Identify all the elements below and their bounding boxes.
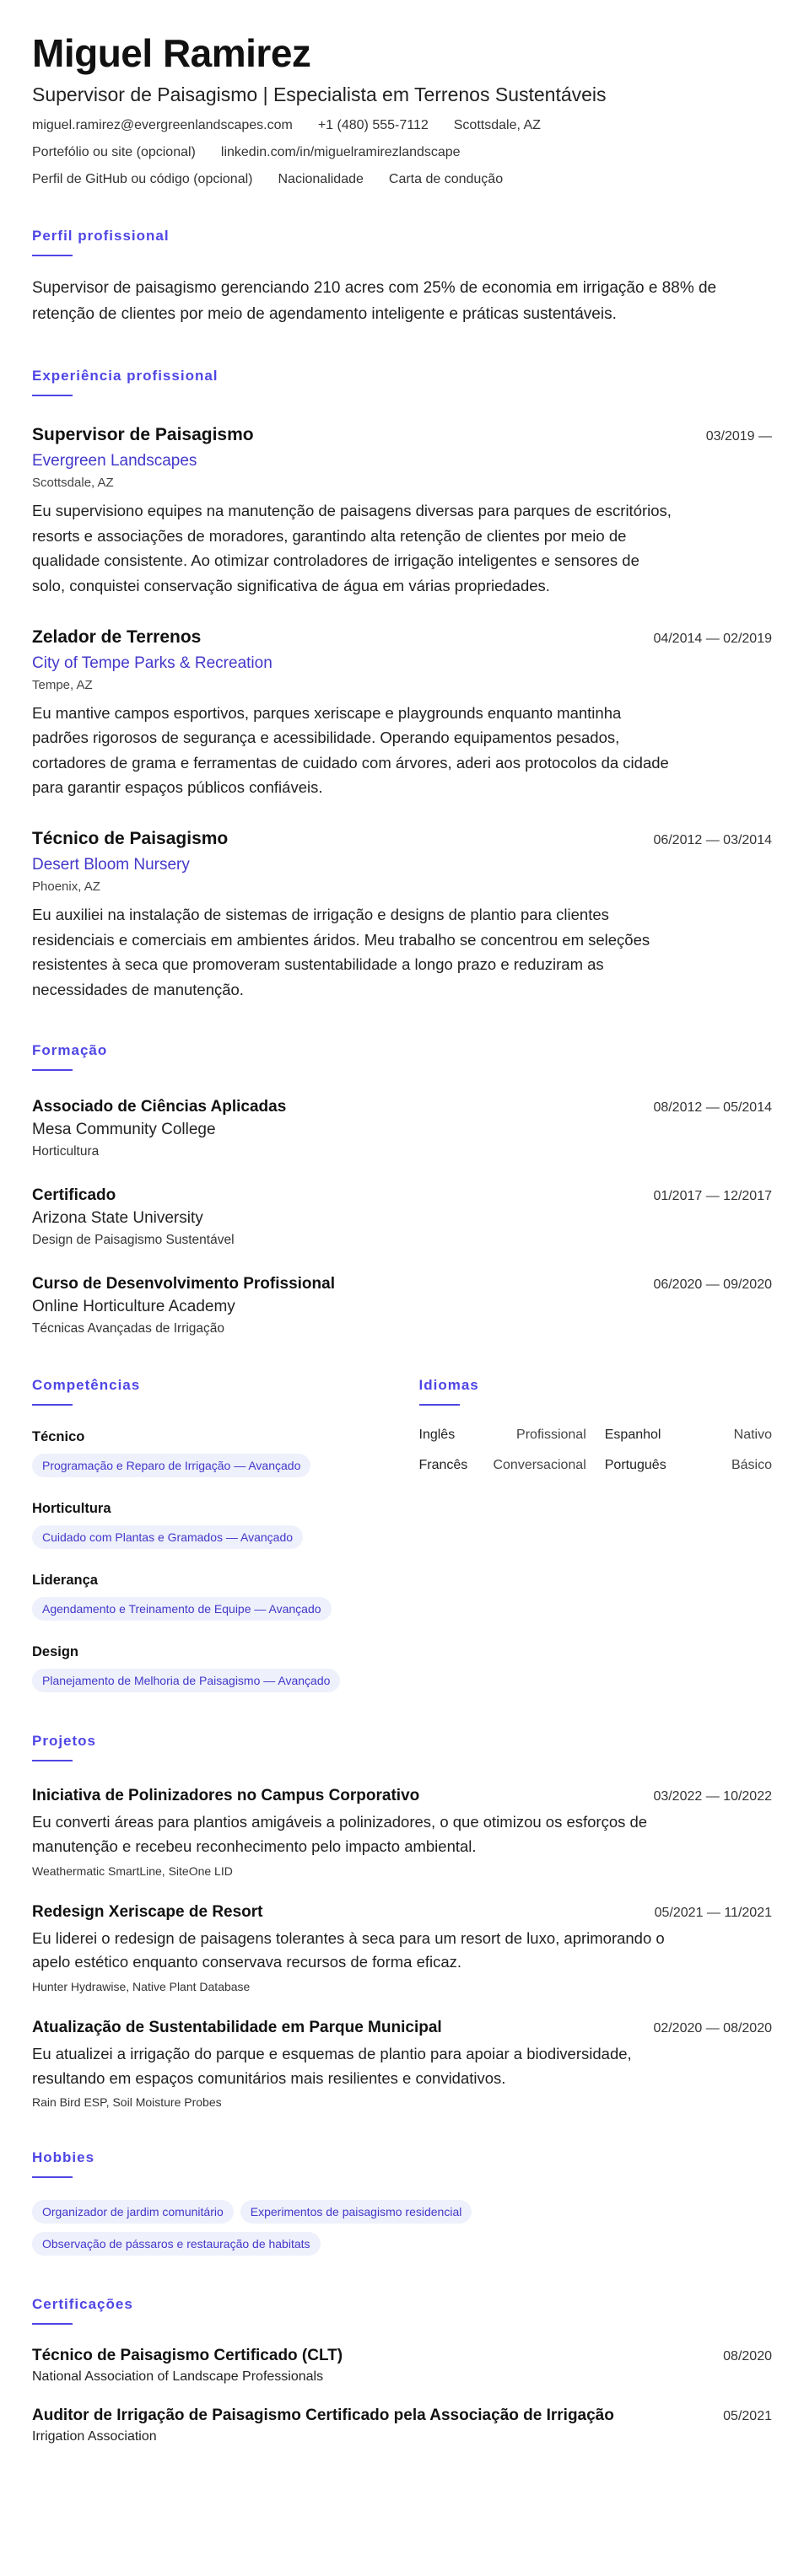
education-school: Online Horticulture Academy xyxy=(32,1298,235,1316)
location: Scottsdale, AZ xyxy=(453,117,541,132)
project-description: Eu converti áreas para plantios amigáveis a polinizadores, o que otimizou os esforços de manutenção e recebeu reconhecimento pelo impacto ambiental. xyxy=(32,1813,648,1856)
section-divider xyxy=(32,255,73,256)
hobby-pill: Organizador de jardim comunitário xyxy=(32,2200,234,2224)
section-heading-education: Formação xyxy=(32,1042,108,1059)
nationality: Nacionalidade xyxy=(278,171,364,186)
candidate-title: Supervisor de Paisagismo | Especialista em Terrenos Sustentáveis xyxy=(32,83,607,105)
resume-header xyxy=(32,32,772,187)
language-name: Francês xyxy=(418,1458,468,1473)
contact-row-3 xyxy=(32,172,772,187)
certification-date: 08/2020 xyxy=(723,2349,772,2364)
certification-issuer: National Association of Landscape Professionals xyxy=(32,2369,324,2385)
job-company: City of Tempe Parks & Recreation xyxy=(32,653,272,672)
education-date: 01/2017 — 12/2017 xyxy=(653,1189,772,1204)
job-date: 06/2012 — 03/2014 xyxy=(653,833,772,848)
section-heading-experience: Experiência profissional xyxy=(32,368,219,385)
certification-title: Técnico de Paisagismo Certificado (CLT) xyxy=(32,2347,343,2365)
skill-category: Design xyxy=(32,1644,79,1660)
skills-languages-section xyxy=(32,1336,772,1692)
education-degree: Associado de Ciências Aplicadas xyxy=(32,1098,287,1116)
job-description: Eu supervisiono equipes na manutenção de paisagens diversas para parques de escritórios, resorts e associações de moradores, garantindo alta retenção de clientes por meio de qualidade consistente. Ao otimizar controladores de irrigação inteligentes e sensores de solo, conquistei conservação significativa de água em várias propriedades. xyxy=(32,502,672,595)
section-divider xyxy=(419,1404,460,1406)
experience-section xyxy=(32,368,772,1002)
section-heading-hobbies: Hobbies xyxy=(32,2149,95,2166)
project-title: Iniciativa de Polinizadores no Campus Corporativo xyxy=(32,1787,420,1805)
section-heading-profile: Perfil profissional xyxy=(32,227,170,244)
hobby-pill: Experimentos de paisagismo residencial xyxy=(240,2200,472,2224)
language-name: Inglês xyxy=(418,1428,456,1443)
project-entry xyxy=(32,2019,772,2109)
skill-pill: Agendamento e Treinamento de Equipe — Avançado xyxy=(32,1597,332,1621)
candidate-name: Miguel Ramirez xyxy=(32,31,311,75)
skill-pill: Programação e Reparo de Irrigação — Avançado xyxy=(32,1454,310,1477)
section-divider xyxy=(32,2176,73,2178)
job-company: Evergreen Landscapes xyxy=(32,452,197,471)
skill-category: Técnico xyxy=(32,1429,85,1445)
job-title: Supervisor de Paisagismo xyxy=(32,425,254,445)
job-location: Scottsdale, AZ xyxy=(32,476,114,491)
language-level: Conversacional xyxy=(493,1458,586,1473)
project-entry xyxy=(32,1903,772,1993)
skill-category: Liderança xyxy=(32,1573,98,1589)
certification-issuer: Irrigation Association xyxy=(32,2429,157,2444)
skill-pill: Cuidado com Plantas e Gramados — Avançado xyxy=(32,1525,303,1549)
language-level: Básico xyxy=(731,1458,772,1473)
email[interactable]: miguel.ramirez@evergreenlandscapes.com xyxy=(32,117,293,132)
job-date: 04/2014 — 02/2019 xyxy=(653,631,772,646)
section-heading-certifications: Certificações xyxy=(32,2296,133,2313)
job-title: Zelador de Terrenos xyxy=(32,627,202,647)
section-divider xyxy=(32,395,73,396)
section-heading-projects: Projetos xyxy=(32,1733,97,1750)
driving-license: Carta de condução xyxy=(388,171,504,186)
language-level: Nativo xyxy=(733,1428,772,1443)
education-entry xyxy=(32,1275,772,1336)
phone[interactable]: +1 (480) 555-7112 xyxy=(317,117,429,132)
certification-date: 05/2021 xyxy=(723,2409,772,2424)
education-field: Horticultura xyxy=(32,1144,100,1159)
project-date: 02/2020 — 08/2020 xyxy=(653,2021,772,2036)
languages-grid xyxy=(419,1428,773,1473)
job-date: 03/2019 — xyxy=(705,429,772,444)
education-date: 06/2020 — 09/2020 xyxy=(653,1277,772,1293)
education-school: Mesa Community College xyxy=(32,1121,216,1139)
job-location: Tempe, AZ xyxy=(32,677,93,692)
github-link[interactable]: Perfil de GitHub ou código (opcional) xyxy=(32,171,253,186)
project-tools: Hunter Hydrawise, Native Plant Database xyxy=(32,1980,251,1994)
education-degree: Curso de Desenvolvimento Profissional xyxy=(32,1275,335,1293)
job-title: Técnico de Paisagismo xyxy=(32,829,229,849)
education-section xyxy=(32,1042,772,1336)
language-item xyxy=(419,1428,586,1443)
projects-section xyxy=(32,1733,772,2109)
linkedin-link[interactable]: linkedin.com/in/miguelramirezlandscape xyxy=(220,144,461,159)
profile-section xyxy=(32,228,772,328)
job-entry xyxy=(32,425,772,598)
certification-entry xyxy=(32,2347,772,2385)
hobby-pill: Observação de pássaros e restauração de habitats xyxy=(32,2232,321,2256)
section-divider xyxy=(32,1404,73,1406)
language-name: Espanhol xyxy=(604,1428,661,1443)
certifications-section xyxy=(32,2296,772,2444)
language-item xyxy=(605,1428,772,1443)
section-divider xyxy=(32,1760,73,1761)
project-description: Eu atualizei a irrigação do parque e esquemas de plantio para apoiar a biodiversidade, resultando em espaços comunitários mais resilientes e convidativos. xyxy=(32,2045,632,2087)
job-location: Phoenix, AZ xyxy=(32,879,100,895)
job-company: Desert Bloom Nursery xyxy=(32,856,190,874)
project-date: 05/2021 — 11/2021 xyxy=(654,1905,772,1920)
education-degree: Certificado xyxy=(32,1186,116,1205)
education-date: 08/2012 — 05/2014 xyxy=(653,1100,772,1116)
job-description: Eu auxiliei na instalação de sistemas de irrigação e designs de plantio para clientes residenciais e comerciais em ambientes áridos. Meu trabalho se concentrou em seleções resistentes à seca que promoveram sustentabilidade a longo prazo e reduziram as necessidades de manutenção. xyxy=(32,906,650,998)
language-name: Português xyxy=(604,1458,666,1473)
certification-title: Auditor de Irrigação de Paisagismo Certificado pela Associação de Irrigação xyxy=(32,2407,614,2425)
project-title: Atualização de Sustentabilidade em Parque Municipal xyxy=(32,2019,442,2037)
project-title: Redesign Xeriscape de Resort xyxy=(32,1902,263,1921)
skills-column xyxy=(32,1336,386,1692)
project-date: 03/2022 — 10/2022 xyxy=(653,1789,772,1804)
education-field: Design de Paisagismo Sustentável xyxy=(32,1233,235,1248)
project-tools: Weathermatic SmartLine, SiteOne LID xyxy=(32,1863,233,1878)
education-school: Arizona State University xyxy=(32,1209,203,1228)
job-entry xyxy=(32,829,772,1002)
skill-category: Horticultura xyxy=(32,1501,111,1517)
profile-summary: Supervisor de paisagismo gerenciando 210 acres com 25% de economia em irrigação e 88% de retenção de clientes por meio de agendamento inteligente e práticas sustentáveis. xyxy=(32,278,717,323)
contact-row-1 xyxy=(32,118,772,133)
portfolio-link[interactable]: Portefólio ou site (opcional) xyxy=(32,144,196,159)
project-entry xyxy=(32,1787,772,1877)
section-heading-skills: Competências xyxy=(32,1377,141,1394)
project-description: Eu liderei o redesign de paisagens tolerantes à seca para um resort de luxo, aprimorando o apelo estético enquanto conservava recursos de forma eficaz. xyxy=(32,1928,665,1971)
languages-column xyxy=(419,1336,773,1692)
language-item xyxy=(419,1458,586,1473)
section-heading-languages: Idiomas xyxy=(418,1377,479,1394)
language-item xyxy=(605,1458,772,1473)
project-tools: Rain Bird ESP, Soil Moisture Probes xyxy=(32,2095,222,2110)
hobby-list xyxy=(32,2191,772,2256)
hobbies-section xyxy=(32,2149,772,2256)
education-entry xyxy=(32,1098,772,1159)
section-divider xyxy=(32,2323,73,2325)
job-description: Eu mantive campos esportivos, parques xeriscape e playgrounds enquanto mantinha padrões rigorosos de segurança e acessibilidade. Operando equipamentos pesados, cortadores de grama e ferramentas de cuidado com árvores, aderi aos protocolos da cidade para garantir espaços públicos confiáveis. xyxy=(32,703,669,797)
education-field: Técnicas Avançadas de Irrigação xyxy=(32,1321,225,1336)
job-entry xyxy=(32,627,772,800)
contact-row-2 xyxy=(32,145,772,160)
certification-entry xyxy=(32,2407,772,2444)
language-level: Profissional xyxy=(516,1428,586,1443)
section-divider xyxy=(32,1069,73,1071)
education-entry xyxy=(32,1186,772,1248)
skill-pill: Planejamento de Melhoria de Paisagismo — Avançado xyxy=(32,1669,340,1692)
